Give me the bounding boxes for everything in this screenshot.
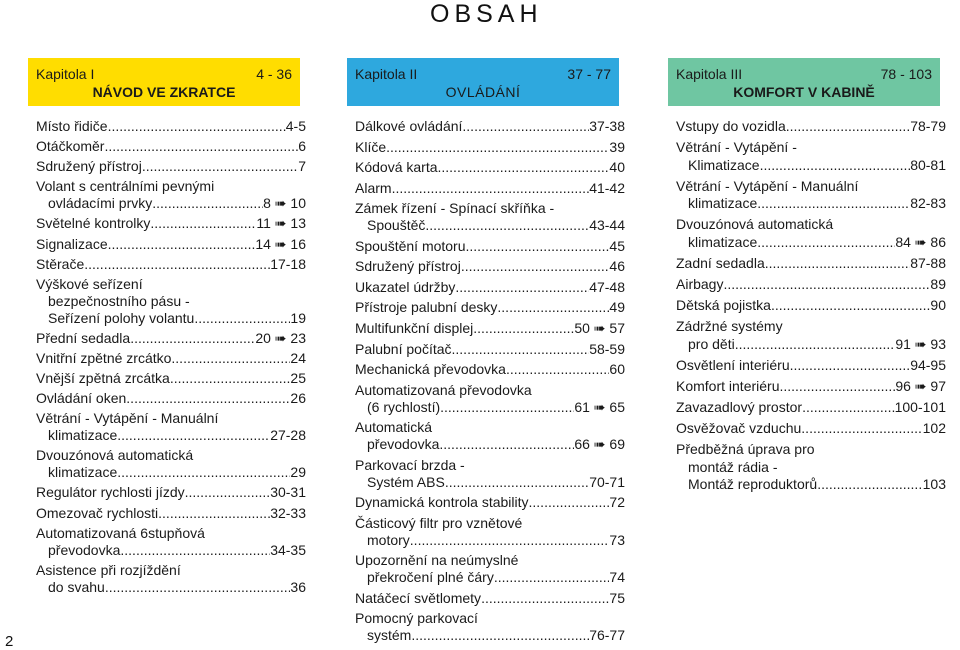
toc-entry-title: ovládacími prvky <box>48 195 153 212</box>
toc-entry[interactable] <box>355 258 625 275</box>
toc-entry-page: 72 <box>609 494 625 511</box>
chapter-name: Kapitola III <box>676 66 743 82</box>
toc-entry-title: klimatizace <box>48 427 118 444</box>
toc-entry-title: Stěrače <box>36 255 85 272</box>
dot-leader <box>158 505 270 522</box>
toc-entry[interactable] <box>676 178 946 213</box>
page-title: OBSAH <box>430 0 543 28</box>
toc-entry-page: 36 <box>290 578 306 595</box>
toc-entry-page: 25 <box>290 370 306 386</box>
toc-entry[interactable] <box>676 118 946 136</box>
toc-entry-title: Dynamická kontrola stability <box>355 494 529 511</box>
toc-entry-title: Omezovač rychlosti <box>36 504 159 521</box>
toc-entry-title: Dvouzónová automatická <box>676 216 834 233</box>
dot-leader <box>757 195 910 213</box>
toc-entry-title: Palubní počítač <box>355 340 452 357</box>
toc-entry-title: motory <box>367 531 410 548</box>
toc-entry-title: Otáčkoměr <box>36 138 105 155</box>
toc-entry[interactable] <box>36 562 306 596</box>
dot-leader <box>117 427 270 444</box>
dot-leader <box>410 532 610 549</box>
toc-entry-page: 34-35 <box>270 541 306 558</box>
toc-entry-page: 87-88 <box>910 254 946 271</box>
toc-entry[interactable] <box>676 318 946 353</box>
dot-leader <box>462 118 589 135</box>
toc-entry[interactable] <box>355 299 625 316</box>
dot-leader <box>120 542 270 559</box>
toc-entry-page: 89 <box>930 276 946 292</box>
toc-entry-page: 94-95 <box>910 356 946 373</box>
toc-entry-page: 82-83 <box>910 195 946 212</box>
toc-entry-page: 90 <box>930 297 946 314</box>
toc-entry-title: Vnější zpětná zrcátka <box>36 370 170 386</box>
chapter-name: Kapitola I <box>36 66 95 82</box>
toc-entry-page: 32-33 <box>270 504 306 521</box>
dot-leader <box>481 590 609 607</box>
toc-entry-title: Komfort interiéru <box>676 377 780 394</box>
dot-leader <box>529 494 610 511</box>
toc-entry-title: Větrání - Vytápění - Manuální <box>676 177 859 194</box>
dot-leader <box>386 139 609 156</box>
toc-entry[interactable] <box>676 297 946 315</box>
toc-entry-title: Automatická <box>355 419 433 436</box>
toc-entry[interactable] <box>36 276 306 327</box>
toc-entry-title: Dětská pojistka <box>676 297 771 314</box>
dot-leader <box>779 378 895 396</box>
dot-leader <box>757 234 895 252</box>
toc-entry-title: do svahu <box>48 578 105 595</box>
toc-entry-page: 4-5 <box>285 118 306 134</box>
toc-entry-page: 102 <box>922 420 946 437</box>
toc-entry[interactable] <box>355 341 625 358</box>
toc-entry-page: 43-44 <box>589 217 625 234</box>
toc-entry-title: Montáž reproduktorů <box>688 476 818 493</box>
toc-entry-page: 40 <box>609 159 625 176</box>
toc-entry-page: 70-71 <box>589 473 625 490</box>
toc-entry-title: systém <box>367 627 412 644</box>
toc-entry-title: klimatizace <box>688 195 758 212</box>
page-number: 2 <box>5 633 14 650</box>
toc-entry-page: 50 ➠ 57 <box>574 319 625 336</box>
dot-leader <box>152 195 263 212</box>
toc-entry-title: Vstupy do vozidla <box>676 118 786 134</box>
dot-leader <box>497 299 609 316</box>
toc-entry-page: 7 <box>298 158 306 175</box>
dot-leader <box>765 255 910 273</box>
toc-entry-title: Systém ABS <box>367 473 445 490</box>
toc-entry[interactable] <box>355 180 625 197</box>
toc-entry[interactable] <box>36 256 306 273</box>
toc-entry-page: 103 <box>922 476 946 493</box>
toc-entry-title: Větrání - Vytápění - <box>676 139 797 156</box>
toc-entry[interactable] <box>676 276 946 294</box>
toc-entry-page: 91 ➠ 93 <box>895 335 946 352</box>
toc-entry-page: 84 ➠ 86 <box>895 233 946 250</box>
toc-entry-title: Klíče <box>355 138 387 155</box>
toc-entry-page: 29 <box>290 464 306 481</box>
chapter-page-range: 37 - 77 <box>567 66 611 82</box>
toc-entry-page: 30-31 <box>270 484 306 501</box>
toc-entry[interactable] <box>355 200 625 234</box>
toc-entry-page: 11 ➠ 13 <box>256 215 306 232</box>
dot-leader <box>494 569 610 586</box>
toc-entry[interactable] <box>36 505 306 522</box>
dot-leader <box>735 336 896 354</box>
toc-entry[interactable] <box>36 215 306 232</box>
toc-entry-title: Mechanická převodovka <box>355 361 506 378</box>
toc-entry-title: Airbagy <box>676 276 724 292</box>
dot-leader <box>439 436 574 453</box>
toc-entry-title: Automatizovaná 6stupňová <box>36 524 205 541</box>
chapter-page-range: 78 - 103 <box>880 66 932 82</box>
toc-entry-page: 6 <box>298 138 306 155</box>
toc-entry-page: 26 <box>290 390 306 407</box>
toc-entry-page: 78-79 <box>910 118 946 134</box>
chapter-page-range: 4 - 36 <box>256 66 292 82</box>
dot-leader <box>473 320 574 337</box>
toc-entry[interactable] <box>36 236 306 253</box>
toc-entry-title: Částicový filtr pro vznětové <box>355 514 523 531</box>
toc-entry[interactable] <box>36 525 306 559</box>
toc-entry[interactable] <box>355 590 625 607</box>
toc-entry-page: 24 <box>290 349 306 366</box>
toc-entry[interactable] <box>36 350 306 367</box>
toc-entry-page: 14 ➠ 16 <box>255 235 306 252</box>
dot-leader <box>130 330 255 347</box>
dot-leader <box>760 157 911 175</box>
toc-entry-title: Upozornění na neúmyslné <box>355 552 519 569</box>
toc-entry-title: Zavazadlový prostor <box>676 399 803 415</box>
toc-entry[interactable] <box>355 139 625 156</box>
toc-entry-title: Asistence při rozjíždění <box>36 561 181 578</box>
toc-entry-title: Automatizovaná převodovka <box>355 381 532 398</box>
toc-entry-title: klimatizace <box>48 464 118 481</box>
toc-entry[interactable] <box>355 419 625 453</box>
toc-entry[interactable] <box>355 457 625 491</box>
toc-entry-title: Osvětlení interiéru <box>676 356 790 373</box>
chapter-header <box>347 58 619 106</box>
dot-leader <box>452 341 590 358</box>
dot-leader <box>105 579 291 596</box>
toc-entry-title: Přístroje palubní desky <box>355 299 498 316</box>
dot-leader <box>771 297 930 315</box>
toc-entry[interactable] <box>676 216 946 251</box>
toc-entry-page: 96 ➠ 97 <box>895 377 946 394</box>
toc-entry[interactable] <box>36 138 306 155</box>
dot-leader <box>185 484 271 501</box>
chapter-title: OVLÁDÁNÍ <box>445 84 521 100</box>
dot-leader <box>801 420 922 438</box>
toc-entry-page: 80-81 <box>910 156 946 173</box>
toc-entry-title: Dvouzónová automatická <box>36 447 194 464</box>
toc-entry-title: Klimatizace <box>688 156 760 173</box>
toc-entry-title: (6 rychlostí) <box>367 398 441 415</box>
toc-entry[interactable] <box>36 158 306 175</box>
toc-entry-page: 37-38 <box>589 118 625 134</box>
toc-entry[interactable] <box>676 420 946 438</box>
toc-entry-page: 8 ➠ 10 <box>263 195 306 212</box>
dot-leader <box>117 464 290 481</box>
toc-entry-page: 61 ➠ 65 <box>574 398 625 415</box>
toc-entry-title: Regulátor rychlosti jízdy <box>36 484 185 501</box>
toc-entry[interactable] <box>355 320 625 337</box>
toc-entry[interactable] <box>355 238 625 255</box>
toc-entry-page: 58-59 <box>589 340 625 357</box>
dot-leader <box>425 217 589 234</box>
toc-entry[interactable] <box>36 390 306 407</box>
toc-entry-page: 39 <box>609 138 625 155</box>
toc-entry-page: 66 ➠ 69 <box>574 436 625 453</box>
toc-entry[interactable] <box>36 178 306 212</box>
toc-entry-title: překročení plné čáry <box>367 569 494 586</box>
dot-leader <box>506 361 609 378</box>
toc-entry-title: Spouštění motoru <box>355 237 466 254</box>
dot-leader <box>790 357 911 375</box>
dot-leader <box>126 390 290 407</box>
dot-leader <box>194 310 290 327</box>
toc-entry-title: převodovka <box>48 541 121 558</box>
toc-entry-title: Alarm <box>355 179 392 196</box>
chapter-header <box>28 58 300 106</box>
toc-entry[interactable] <box>36 370 306 387</box>
toc-entry-title: Osvěžovač vzduchu <box>676 420 802 437</box>
dot-leader <box>171 350 290 367</box>
toc-entry[interactable] <box>355 494 625 511</box>
toc-entry-title: Kódová karta <box>355 159 438 176</box>
toc-entry-page: 60 <box>609 361 625 378</box>
toc-entry[interactable] <box>355 382 625 416</box>
toc-entry-page: 47-48 <box>589 278 625 295</box>
toc-entry[interactable] <box>676 139 946 174</box>
toc-entry-title: Dálkové ovládání <box>355 118 463 134</box>
toc-entry[interactable] <box>676 255 946 273</box>
dot-leader <box>150 215 256 232</box>
toc-entry-page: 73 <box>609 531 625 548</box>
toc-entry-page: 27-28 <box>270 427 306 444</box>
dot-leader <box>802 399 895 417</box>
toc-entry-title: Zádržné systémy <box>676 318 783 335</box>
toc-entry[interactable] <box>355 515 625 549</box>
toc-entry-page: 19 <box>290 309 306 326</box>
dot-leader <box>108 236 256 253</box>
toc-entry-title: Výškové seřízení <box>36 275 143 292</box>
toc-entry[interactable] <box>676 357 946 375</box>
toc-entry-title: klimatizace <box>688 233 758 250</box>
toc-entry-page: 20 ➠ 23 <box>255 329 306 346</box>
toc-entry-page: 100-101 <box>894 399 946 415</box>
dot-leader <box>170 370 291 387</box>
toc-entry[interactable] <box>36 484 306 501</box>
dot-leader <box>411 627 589 644</box>
toc-entry-title: Sdružený přístroj <box>36 158 142 175</box>
toc-entry[interactable] <box>355 552 625 586</box>
toc-entry-title: Zadní sedadla <box>676 254 765 271</box>
toc-entry-title: Seřízení polohy volantu <box>48 309 195 326</box>
toc-entry-title: Volant s centrálními pevnými <box>36 178 215 195</box>
chapter-title: NÁVOD VE ZKRATCE <box>92 84 236 100</box>
toc-entry-title: Ukazatel údržby <box>355 278 456 295</box>
toc-entry-title: montáž rádia - <box>688 458 778 475</box>
dot-leader <box>108 118 286 135</box>
toc-entry-title: Signalizace <box>36 235 108 252</box>
toc-entry-title: Pomocný parkovací <box>355 610 478 627</box>
toc-entry-title: Přední sedadla <box>36 329 131 346</box>
toc-entry-page: 74 <box>609 569 625 586</box>
toc-entry-title: Místo řidiče <box>36 118 108 134</box>
toc-entry-page: 76-77 <box>589 627 625 644</box>
dot-leader <box>440 399 574 416</box>
chapter-header <box>668 58 940 106</box>
dot-leader <box>786 118 910 136</box>
toc-entry-title: Světelné kontrolky <box>36 215 151 232</box>
toc-entry-title: Vnitřní zpětné zrcátko <box>36 349 172 366</box>
toc-entry-title: bezpečnostního pásu - <box>48 292 190 309</box>
toc-entry-page: 17-18 <box>270 255 306 272</box>
dot-leader <box>438 159 610 176</box>
toc-entry[interactable] <box>36 410 306 444</box>
toc-entry-page: 45 <box>609 237 625 254</box>
toc-entry-title: Ovládání oken <box>36 390 127 407</box>
toc-entry[interactable] <box>676 441 946 494</box>
toc-entry[interactable] <box>36 118 306 135</box>
dot-leader <box>142 158 298 175</box>
toc-entry-title: Předběžná úprava pro <box>676 441 815 458</box>
toc-entry[interactable] <box>676 378 946 396</box>
toc-entry[interactable] <box>676 399 946 417</box>
toc-entry-title: pro děti <box>688 335 735 352</box>
toc-entry-title: Multifunkční displej <box>355 319 474 336</box>
dot-leader <box>723 276 930 294</box>
chapter-title: KOMFORT V KABINĚ <box>733 84 875 100</box>
toc-entry[interactable] <box>355 361 625 378</box>
dot-leader <box>461 258 610 275</box>
dot-leader <box>466 238 610 255</box>
dot-leader <box>817 476 922 494</box>
toc-entry[interactable] <box>36 330 306 347</box>
toc-entry[interactable] <box>36 447 306 481</box>
toc-entry-title: Parkovací brzda - <box>355 456 465 473</box>
dot-leader <box>84 256 270 273</box>
toc-entry-title: Natáčecí světlomety <box>355 589 482 606</box>
toc-entry-page: 41-42 <box>589 179 625 196</box>
toc-entry[interactable] <box>355 118 625 135</box>
chapter-name: Kapitola II <box>355 66 418 82</box>
toc-entry-title: převodovka <box>367 436 440 453</box>
toc-entry-title: Větrání - Vytápění - Manuální <box>36 410 219 427</box>
dot-leader <box>392 180 590 197</box>
toc-entry[interactable] <box>355 159 625 176</box>
dot-leader <box>455 279 589 296</box>
toc-entry[interactable] <box>355 610 625 644</box>
dot-leader <box>104 138 298 155</box>
dot-leader <box>445 474 589 491</box>
toc-entry-page: 46 <box>609 258 625 275</box>
toc-entry-page: 75 <box>609 589 625 606</box>
toc-entry-title: Sdružený přístroj <box>355 258 461 275</box>
toc-entry-page: 49 <box>609 299 625 316</box>
toc-entry-title: Zámek řízení - Spínací skříňka - <box>355 200 555 217</box>
toc-entry[interactable] <box>355 279 625 296</box>
toc-entry-title: Spouštěč <box>367 217 426 234</box>
